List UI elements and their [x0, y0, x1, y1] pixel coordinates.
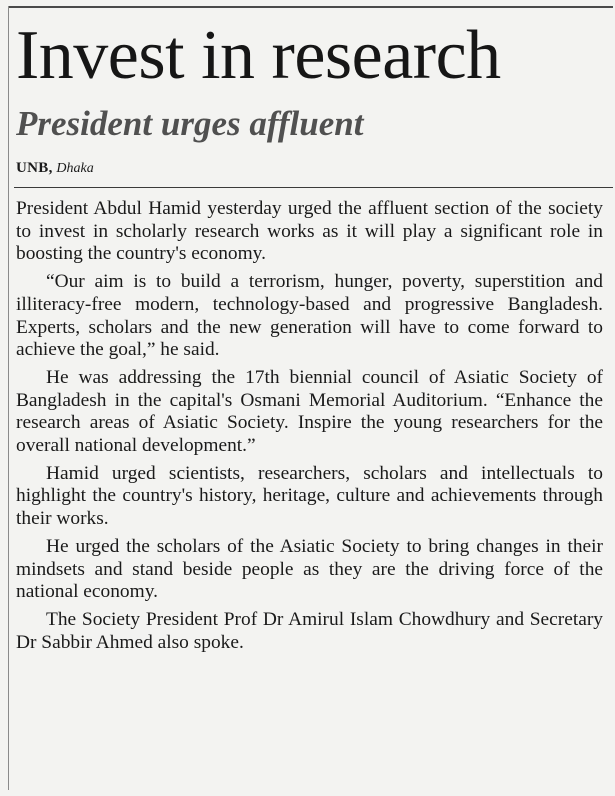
- byline: [16, 158, 94, 179]
- paragraph: He was addressing the 17th biennial council of Asiatic Society of Bangladesh in the capital's Osmani Memorial Auditorium. “Enhance the research areas of Asiatic Society. Inspire the young researchers for the overall national development.”: [16, 366, 603, 457]
- subheadline: President urges affluent: [16, 104, 364, 143]
- paragraph: Hamid urged scientists, researchers, scholars and intellectuals to highlight the country's history, heritage, culture and achievements through their works.: [16, 462, 603, 530]
- byline-divider: [14, 187, 613, 188]
- top-rule: [8, 6, 613, 8]
- paragraph: President Abdul Hamid yesterday urged the affluent section of the society to invest in scholarly research works as it will play a significant role in boosting the country's economy.: [16, 198, 603, 265]
- article-body: [16, 198, 603, 659]
- byline-location: Dhaka: [56, 161, 94, 176]
- paragraph: “Our aim is to build a terrorism, hunger, poverty, superstition and illiteracy-free modern, technology-based and progressive Bangladesh. Experts, scholars and the new generation will have to come forward to achieve the goal,” he said.: [16, 271, 603, 361]
- paragraph: The Society President Prof Dr Amirul Islam Chowdhury and Secretary Dr Sabbir Ahmed also spoke.: [16, 608, 603, 653]
- column-rule: [8, 6, 9, 790]
- headline: Invest in research: [16, 17, 501, 94]
- paragraph: He urged the scholars of the Asiatic Society to bring changes in their mindsets and stand beside people as they are the driving force of the national economy.: [16, 535, 603, 603]
- byline-agency: UNB,: [16, 160, 53, 176]
